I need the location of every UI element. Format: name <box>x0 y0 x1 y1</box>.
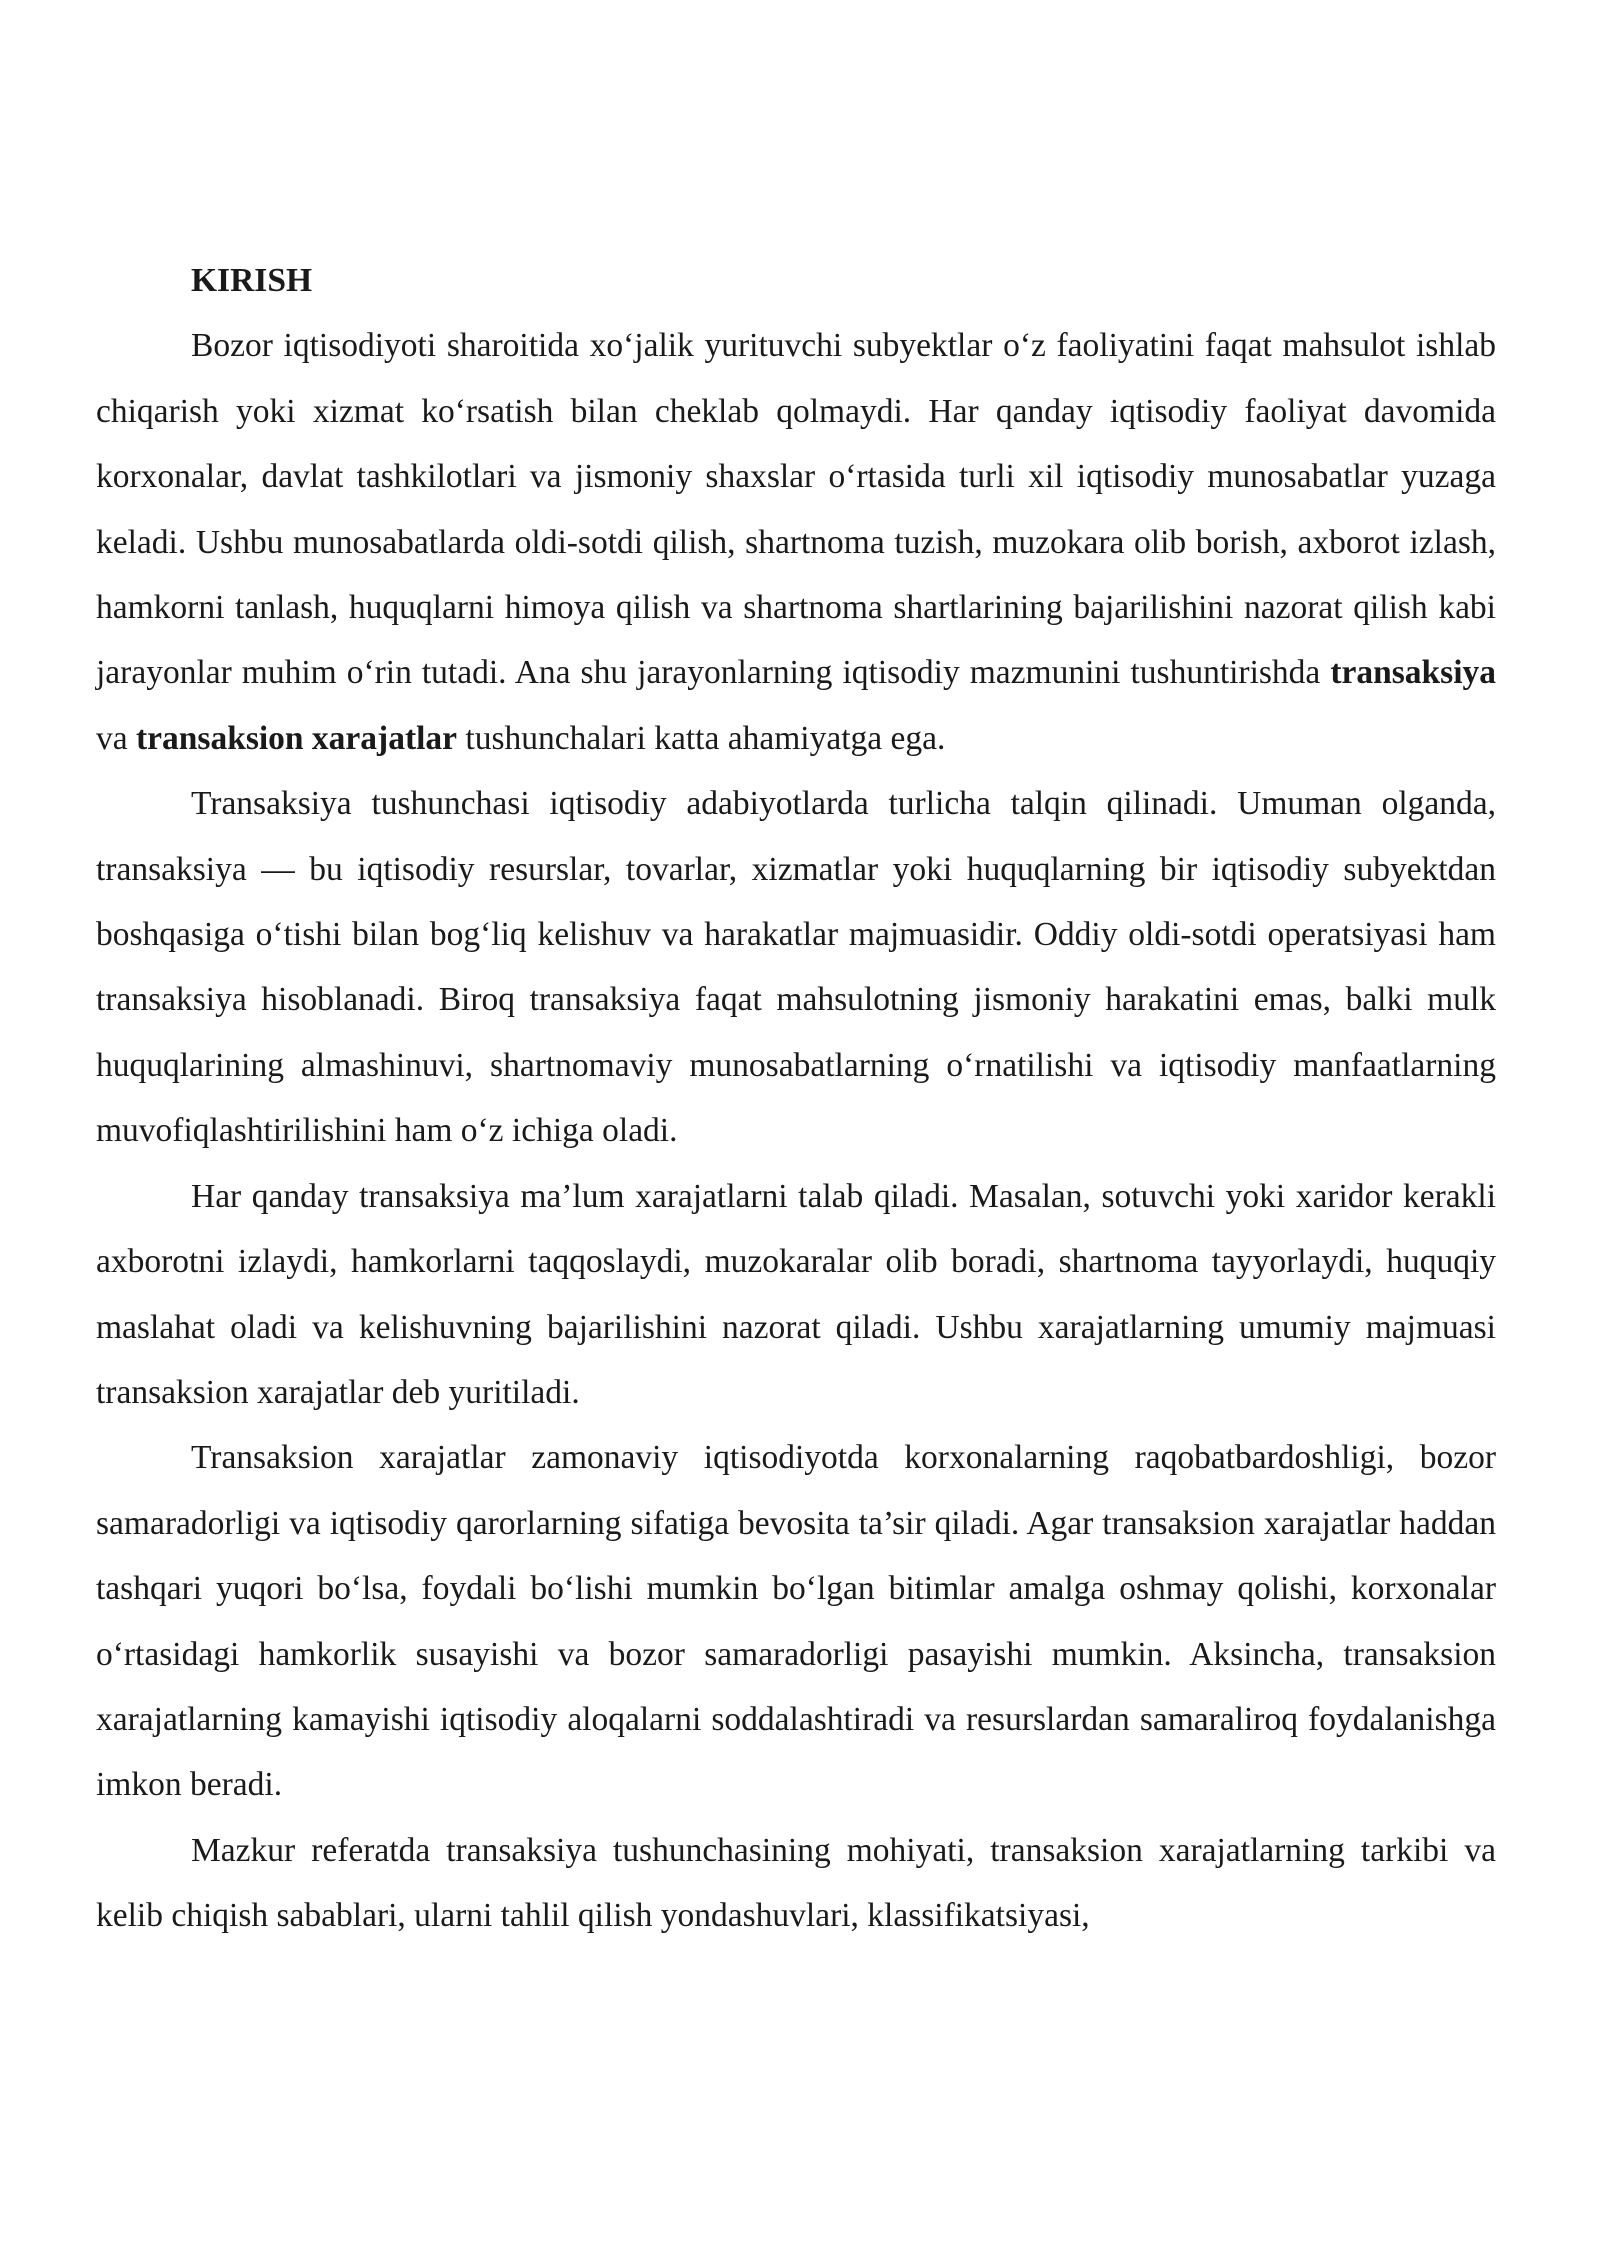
paragraph-1-text-b: va <box>96 719 136 757</box>
paragraph-5: Mazkur referatda transaksiya tushunchasining mohiyati, transaksion xarajatlarning tarkibi va kelib chiqish sabablari, ularni tahlil qilish yondashuvlari, klassifikatsiyasi, <box>96 1831 1496 1935</box>
paragraph-2: Transaksiya tushunchasi iqtisodiy adabiyotlarda turlicha talqin qilinadi. Umuman olganda, transaksiya — bu iqtisodiy resurslar, tovarlar, xizmatlar yoki huquqlarning bir iqtisodiy subyektdan boshqasiga o‘tishi bilan bog‘liq kelishuv va harakatlar majmuasidir. Oddiy oldi-sotdi operatsiyasi ham transaksiya hisoblanadi. Biroq transaksiya faqat mahsulotning jismoniy harakatini emas, balki mulk huquqlarining almashinuvi, shartnomaviy munosabatlarning o‘rnatilishi va iqtisodiy manfaatlarning muvofiqlashtirilishini ham o‘z ichiga oladi. <box>96 785 1496 1150</box>
paragraph-4: Transaksion xarajatlar zamonaviy iqtisodiyotda korxonalarning raqobatbardoshligi, bozor samaradorligi va iqtisodiy qarorlarning sifatiga bevosita ta’sir qiladi. Agar transaksion xarajatlar haddan tashqari yuqori bo‘lsa, foydali bo‘lishi mumkin bo‘lgan bitimlar amalga oshmay qolishi, korxonalar o‘rtasidagi hamkorlik susayishi va bozor samaradorligi pasayishi mumkin. Aksincha, transaksion xarajatlarning kamayishi iqtisodiy aloqalarni soddalashtiradi va resurslardan samaraliroq foydalanishga imkon beradi. <box>96 1439 1496 1804</box>
bold-term-transaksion-xarajatlar: transaksion xarajatlar <box>136 719 458 757</box>
paragraph-1-text-c: tushunchalari katta ahamiyatga ega. <box>457 719 946 757</box>
paragraph-1-text-a: Bozor iqtisodiyoti sharoitida xo‘jalik yurituvchi subyektlar o‘z faoliyatini faqat mahsulot ishlab chiqarish yoki xizmat ko‘rsatish bilan cheklab qolmaydi. Har qanday iqtisodiy faoliyat davomida korxonalar, davlat tashkilotlari va jismoniy shaxslar o‘rtasida turli xil iqtisodiy munosabatlar yuzaga keladi. Ushbu munosabatlarda oldi-sotdi qilish, shartnoma tuzish, muzokara olib borish, axborot izlash, hamkorni tanlash, huquqlarni himoya qilish va shartnoma shartlarining bajarilishini nazorat qilish kabi jarayonlar muhim o‘rin tutadi. Ana shu jarayonlarning iqtisodiy mazmunini tushuntirishda <box>96 327 1496 692</box>
paragraph-3: Har qanday transaksiya ma’lum xarajatlarni talab qiladi. Masalan, sotuvchi yoki xaridor kerakli axborotni izlaydi, hamkorlarni taqqoslaydi, muzokaralar olib boradi, shartnoma tayyorlaydi, huquqiy maslahat oladi va kelishuvning bajarilishini nazorat qiladi. Ushbu xarajatlarning umumiy majmuasi transaksion xarajatlar deb yuritiladi. <box>96 1177 1496 1411</box>
bold-term-transaksiya: transaksiya <box>1330 654 1496 692</box>
paragraph-1 <box>96 313 1496 771</box>
section-heading: KIRISH <box>191 262 313 299</box>
document-body <box>96 248 1496 1949</box>
